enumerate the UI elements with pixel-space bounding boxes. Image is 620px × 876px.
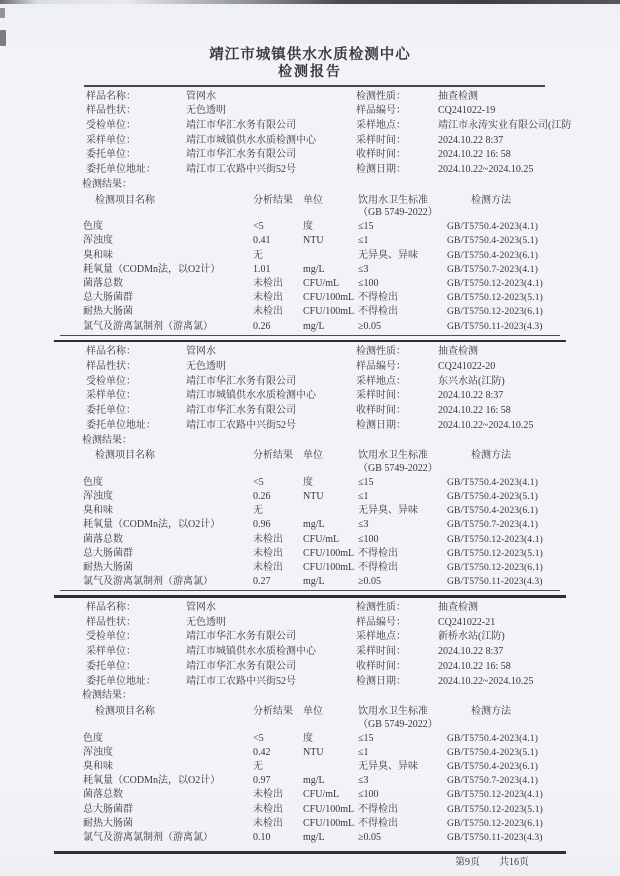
analysis-result-cell: 未检出 (253, 277, 283, 289)
sampling-location-label: 采样地点： (356, 120, 406, 131)
standard-limit-cell: 不得检出 (358, 803, 398, 815)
client-unit-label: 委托单位： (86, 149, 136, 161)
sampling-location-value: 新桥水站(江防) (438, 631, 505, 643)
report-header (0, 0, 620, 81)
method-cell: GB/T5750.4-2023(4.1) (447, 221, 538, 233)
sampling-location-label: 采样地点： (356, 375, 406, 387)
page-footer (0, 855, 620, 870)
item-name-cell: 总大肠菌群 (83, 292, 133, 304)
method-cell: GB/T5750.12-2023(6.1) (447, 306, 543, 318)
col-standard-header (358, 706, 447, 732)
inspected-unit-label: 受检单位： (86, 375, 136, 387)
method-cell: GB/T5750.7-2023(4.1) (447, 775, 538, 787)
analysis-result-cell: 1.01 (253, 263, 271, 275)
sampling-time-value: 2024.10.22 8:37 (438, 134, 504, 146)
item-name-cell: 耗氧量（CODMn法，以O2计） (83, 263, 221, 275)
client-unit-label: 委托单位： (86, 405, 136, 417)
results-table-header (83, 195, 620, 221)
unit-cell: NTU (303, 235, 324, 247)
method-cell: GB/T5750.4-2023(5.1) (447, 746, 538, 758)
sample-appearance-label: 样品性状： (86, 616, 136, 628)
standard-limit-cell: ≤1 (358, 235, 369, 247)
unit-cell: CFU/100mL (303, 562, 355, 574)
test-nature-label: 检测性质： (356, 602, 406, 614)
analysis-result-cell: 无 (253, 505, 263, 517)
analysis-result-cell: 未检出 (253, 533, 283, 545)
sample-info (86, 345, 620, 433)
standard-limit-cell: ≤3 (358, 263, 369, 275)
standard-limit-cell: 不得检出 (358, 817, 398, 829)
unit-cell: CFU/mL (303, 533, 340, 545)
sampling-time-label: 采样时间： (356, 134, 406, 146)
unit-cell: mg/L (303, 320, 325, 332)
receive-time-label: 收样时间： (356, 405, 406, 417)
standard-limit-cell: 不得检出 (358, 292, 398, 304)
standard-limit-cell: ≥0.05 (358, 576, 381, 588)
standard-limit-cell: ≤1 (358, 746, 369, 758)
unit-cell: NTU (303, 491, 324, 503)
col-standard-header (358, 450, 447, 476)
unit-cell: CFU/100mL (303, 292, 355, 304)
item-name-cell: 氯气及游离氯制剂（游离氯） (83, 576, 213, 588)
inspected-unit-value: 靖江市华汇水务有限公司 (186, 120, 296, 131)
col-method-header: 检测方法 (471, 194, 511, 206)
item-name-cell: 臭和味 (83, 505, 113, 517)
results-table (0, 732, 620, 846)
method-cell: GB/T5750.4-2023(5.1) (447, 491, 538, 503)
client-address-value: 靖江市工农路中兴街52号 (186, 164, 296, 176)
sample-appearance-value: 无色透明 (186, 616, 226, 628)
inspected-unit-value: 靖江市华汇水务有限公司 (186, 375, 296, 387)
standard-limit-cell: ≤15 (358, 221, 374, 233)
analysis-result-cell: 0.96 (253, 519, 271, 531)
receive-time-label: 收样时间： (356, 660, 406, 672)
inspected-unit-value: 靖江市华汇水务有限公司 (186, 631, 296, 643)
col-method-header: 检测方法 (471, 705, 511, 717)
standard-limit-cell: 不得检出 (358, 547, 398, 559)
sample-no-label: 样品编号： (356, 361, 406, 373)
analysis-result-cell: 未检出 (253, 803, 283, 815)
item-name-cell: 菌落总数 (83, 533, 123, 545)
receive-time-value: 2024.10.22 16: 58 (438, 149, 511, 161)
method-cell: GB/T5750.12-2023(5.1) (447, 292, 543, 304)
result-row (83, 831, 620, 845)
test-nature-label: 检测性质： (356, 90, 406, 102)
analysis-result-cell: 无 (253, 760, 263, 772)
method-cell: GB/T5750.4-2023(6.1) (447, 249, 538, 261)
result-row (83, 234, 620, 248)
block-divider-thin (60, 335, 560, 336)
result-row (83, 760, 620, 774)
results-table (0, 476, 620, 590)
footer-divider (54, 851, 566, 853)
test-date-value: 2024.10.22~2024.10.25 (438, 419, 534, 431)
item-name-cell: 氯气及游离氯制剂（游离氯） (83, 832, 213, 843)
analysis-result-cell: 0.27 (253, 576, 271, 588)
page-total: 共16页 (499, 856, 529, 868)
result-row (83, 263, 620, 277)
result-row (83, 490, 620, 504)
test-nature-value: 抽查检测 (438, 346, 478, 358)
test-nature-label: 检测性质： (356, 346, 406, 358)
title-divider (84, 85, 545, 87)
sample-appearance-label: 样品性状： (86, 105, 136, 117)
sample-appearance-value: 无色透明 (186, 105, 226, 117)
analysis-result-cell: 未检出 (253, 306, 283, 318)
sample-no-value: CQ241022-20 (438, 361, 496, 373)
col-unit-header: 单位 (303, 450, 323, 462)
analysis-result-cell: 0.26 (253, 491, 271, 503)
unit-cell: CFU/100mL (303, 547, 355, 559)
result-row (83, 732, 620, 746)
test-date-value: 2024.10.22~2024.10.25 (438, 675, 534, 687)
result-row (83, 320, 620, 334)
sample-no-value: CQ241022-19 (438, 105, 496, 117)
analysis-result-cell: 无 (253, 249, 263, 261)
method-cell: GB/T5750.12-2023(4.1) (447, 533, 543, 545)
item-name-cell: 浑浊度 (83, 235, 113, 247)
unit-cell (303, 760, 358, 774)
receive-time-value: 2024.10.22 16: 58 (438, 405, 511, 417)
analysis-result-cell: 未检出 (253, 547, 283, 559)
analysis-result-cell: 未检出 (253, 817, 283, 829)
method-cell: GB/T5750.12-2023(5.1) (447, 547, 543, 559)
receive-time-label: 收样时间： (356, 149, 406, 161)
sampling-unit-value: 靖江市城镇供水水质检测中心 (186, 646, 316, 658)
client-address-label: 委托单位地址： (86, 675, 156, 687)
item-name-cell: 耐热大肠菌 (83, 306, 133, 318)
sampling-unit-value: 靖江市城镇供水水质检测中心 (186, 390, 316, 402)
test-date-label: 检测日期： (356, 164, 406, 176)
item-name-cell: 色度 (83, 732, 103, 744)
test-date-label: 检测日期： (356, 419, 406, 431)
analysis-result-cell: <5 (253, 476, 264, 488)
col-item-header: 检测项目名称 (95, 194, 155, 206)
result-row (83, 305, 620, 319)
scan-speck-artifact (0, 30, 6, 46)
result-row (83, 788, 620, 802)
item-name-cell: 氯气及游离氯制剂（游离氯） (83, 320, 213, 332)
standard-limit-cell: 无异臭、异味 (358, 505, 418, 517)
block-divider-thin (60, 590, 560, 591)
unit-cell: mg/L (303, 775, 325, 787)
result-row (83, 518, 620, 532)
analysis-result-cell: <5 (253, 221, 264, 233)
sample-name-label: 样品名称： (86, 602, 136, 614)
analysis-result-cell: 0.26 (253, 320, 271, 332)
sampling-unit-label: 采样单位： (86, 390, 136, 402)
test-date-label: 检测日期： (356, 675, 406, 687)
standard-title: 饮用水卫生标准 (358, 194, 428, 206)
col-item-header: 检测项目名称 (95, 450, 155, 462)
method-cell: GB/T5750.7-2023(4.1) (447, 519, 538, 531)
results-section-label: 检测结果： (82, 434, 132, 446)
method-cell: GB/T5750.12-2023(5.1) (447, 803, 543, 815)
results-table (0, 220, 620, 334)
unit-cell: CFU/100mL (303, 817, 355, 829)
item-name-cell: 臭和味 (83, 760, 113, 772)
standard-gb-ref: （GB 5749-2022） (358, 718, 438, 730)
analysis-result-cell: 未检出 (253, 562, 283, 574)
standard-limit-cell: ≥0.05 (358, 320, 381, 332)
sampling-time-value: 2024.10.22 8:37 (438, 390, 504, 402)
standard-title: 饮用水卫生标准 (358, 705, 428, 717)
analysis-result-cell: 0.97 (253, 775, 271, 787)
method-cell: GB/T5750.12-2023(4.1) (447, 277, 543, 289)
unit-cell: CFU/mL (303, 789, 340, 801)
unit-cell: mg/L (303, 263, 325, 275)
analysis-result-cell: 0.42 (253, 746, 271, 758)
sample-no-label: 样品编号： (356, 105, 406, 117)
unit-cell: CFU/mL (303, 277, 340, 289)
result-row (83, 476, 620, 490)
col-unit-header: 单位 (303, 194, 323, 206)
unit-cell: NTU (303, 746, 324, 758)
standard-limit-cell: ≤15 (358, 732, 374, 744)
standard-limit-cell: ≥0.05 (358, 832, 381, 843)
test-nature-value: 抽查检测 (438, 90, 478, 102)
item-name-cell: 色度 (83, 221, 103, 233)
unit-cell (303, 249, 358, 263)
result-row (83, 249, 620, 263)
col-result-header: 分析结果 (253, 450, 293, 462)
analysis-result-cell: 0.10 (253, 832, 271, 843)
standard-limit-cell: ≤100 (358, 789, 379, 801)
method-cell: GB/T5750.4-2023(5.1) (447, 235, 538, 247)
client-address-value: 靖江市工农路中兴街52号 (186, 675, 296, 687)
inspected-unit-label: 受检单位： (86, 120, 136, 131)
sample-no-value: CQ241022-21 (438, 616, 496, 628)
sample-block-1 (0, 90, 620, 343)
sample-name-value: 管网水 (186, 90, 216, 102)
unit-cell: mg/L (303, 519, 325, 531)
standard-limit-cell: ≤3 (358, 519, 369, 531)
block-divider-thick (54, 340, 566, 343)
client-unit-value: 靖江市华汇水务有限公司 (186, 660, 296, 672)
result-row (83, 575, 620, 589)
item-name-cell: 菌落总数 (83, 277, 123, 289)
standard-limit-cell: ≤15 (358, 476, 374, 488)
result-row (83, 277, 620, 291)
sample-appearance-label: 样品性状： (86, 361, 136, 373)
client-unit-label: 委托单位： (86, 660, 136, 672)
col-method-header: 检测方法 (471, 450, 511, 462)
col-standard-header (358, 195, 447, 221)
client-address-label: 委托单位地址： (86, 164, 156, 176)
standard-limit-cell: 不得检出 (358, 306, 398, 318)
results-table-header (83, 450, 620, 476)
method-cell: GB/T5750.11-2023(4.3) (447, 832, 543, 843)
item-name-cell: 菌落总数 (83, 789, 123, 801)
result-row (83, 533, 620, 547)
sampling-time-label: 采样时间： (356, 646, 406, 658)
result-row (83, 803, 620, 817)
col-result-header: 分析结果 (253, 194, 293, 206)
sampling-time-value: 2024.10.22 8:37 (438, 646, 504, 658)
analysis-result-cell: 0.41 (253, 235, 271, 247)
results-section-label: 检测结果： (82, 178, 132, 190)
report-title: 检测报告 (278, 65, 342, 80)
item-name-cell: 耗氧量（CODMn法，以O2计） (83, 775, 221, 787)
item-name-cell: 色度 (83, 476, 103, 488)
item-name-cell: 总大肠菌群 (83, 803, 133, 815)
result-row (83, 291, 620, 305)
standard-gb-ref: （GB 5749-2022） (358, 207, 438, 219)
client-unit-value: 靖江市华汇水务有限公司 (186, 405, 296, 417)
sample-name-label: 样品名称： (86, 346, 136, 358)
standard-limit-cell: 无异臭、异味 (358, 760, 418, 772)
inspected-unit-label: 受检单位： (86, 631, 136, 643)
sample-info (86, 90, 620, 178)
sample-block-2 (0, 345, 620, 598)
item-name-cell: 浑浊度 (83, 491, 113, 503)
standard-limit-cell: ≤100 (358, 533, 379, 545)
method-cell: GB/T5750.4-2023(6.1) (447, 505, 538, 517)
col-result-header: 分析结果 (253, 705, 293, 717)
center-name-title: 靖江市城镇供水水质检测中心 (209, 47, 411, 63)
analysis-result-cell: 未检出 (253, 292, 283, 304)
result-row (83, 504, 620, 518)
unit-cell: 度 (303, 221, 313, 233)
col-item-header: 检测项目名称 (95, 705, 155, 717)
receive-time-value: 2024.10.22 16: 58 (438, 660, 511, 672)
sampling-unit-label: 采样单位： (86, 134, 136, 146)
scan-edge-artifact (0, 0, 620, 4)
method-cell: GB/T5750.12-2023(6.1) (447, 562, 543, 574)
item-name-cell: 总大肠菌群 (83, 547, 133, 559)
sample-name-label: 样品名称： (86, 90, 136, 102)
unit-cell: CFU/100mL (303, 803, 355, 815)
method-cell: GB/T5750.7-2023(4.1) (447, 263, 538, 275)
analysis-result-cell: <5 (253, 732, 264, 744)
unit-cell: 度 (303, 732, 313, 744)
method-cell: GB/T5750.4-2023(4.1) (447, 732, 538, 744)
results-table-header (83, 706, 620, 732)
method-cell: GB/T5750.11-2023(4.3) (447, 576, 543, 588)
block-divider-thick (54, 595, 566, 598)
test-date-value: 2024.10.22~2024.10.25 (438, 164, 534, 176)
result-row (83, 220, 620, 234)
sample-no-label: 样品编号： (356, 616, 406, 628)
standard-gb-ref: （GB 5749-2022） (358, 463, 438, 475)
unit-cell: mg/L (303, 576, 325, 588)
result-row (83, 547, 620, 561)
standard-limit-cell: 不得检出 (358, 562, 398, 574)
sampling-location-label: 采样地点： (356, 631, 406, 643)
item-name-cell: 耗氧量（CODMn法，以O2计） (83, 519, 221, 531)
method-cell: GB/T5750.12-2023(4.1) (447, 789, 543, 801)
analysis-result-cell: 未检出 (253, 789, 283, 801)
unit-cell (303, 504, 358, 518)
standard-limit-cell: ≤3 (358, 775, 369, 787)
sampling-unit-label: 采样单位： (86, 646, 136, 658)
sampling-unit-value: 靖江市城镇供水水质检测中心 (186, 134, 316, 146)
client-unit-value: 靖江市华汇水务有限公司 (186, 149, 296, 161)
sample-block-3 (0, 601, 620, 845)
result-row (83, 774, 620, 788)
sample-appearance-value: 无色透明 (186, 361, 226, 373)
method-cell: GB/T5750.4-2023(6.1) (447, 760, 538, 772)
standard-title: 饮用水卫生标准 (358, 450, 428, 462)
sample-name-value: 管网水 (186, 602, 216, 614)
col-unit-header: 单位 (303, 705, 323, 717)
sample-info (86, 601, 620, 689)
standard-limit-cell: 无异臭、异味 (358, 249, 418, 261)
sample-name-value: 管网水 (186, 346, 216, 358)
method-cell: GB/T5750.4-2023(4.1) (447, 476, 538, 488)
page-number: 第9页 (455, 856, 480, 868)
standard-limit-cell: ≤100 (358, 277, 379, 289)
test-nature-value: 抽查检测 (438, 602, 478, 614)
method-cell: GB/T5750.12-2023(6.1) (447, 817, 543, 829)
client-address-value: 靖江市工农路中兴街52号 (186, 419, 296, 431)
sampling-time-label: 采样时间： (356, 390, 406, 402)
unit-cell: 度 (303, 476, 313, 488)
item-name-cell: 耐热大肠菌 (83, 562, 133, 574)
result-row (83, 746, 620, 760)
sampling-location-value: 靖江市永涛实业有限公司(江防 (438, 120, 572, 131)
standard-limit-cell: ≤1 (358, 491, 369, 503)
results-section-label: 检测结果： (82, 690, 132, 702)
unit-cell: mg/L (303, 832, 325, 843)
client-address-label: 委托单位地址： (86, 419, 156, 431)
item-name-cell: 臭和味 (83, 249, 113, 261)
scan-speck-artifact (0, 8, 5, 18)
method-cell: GB/T5750.11-2023(4.3) (447, 320, 543, 332)
item-name-cell: 耐热大肠菌 (83, 817, 133, 829)
item-name-cell: 浑浊度 (83, 746, 113, 758)
sampling-location-value: 东兴水站(江防) (438, 375, 505, 387)
result-row (83, 561, 620, 575)
unit-cell: CFU/100mL (303, 306, 355, 318)
result-row (83, 817, 620, 831)
